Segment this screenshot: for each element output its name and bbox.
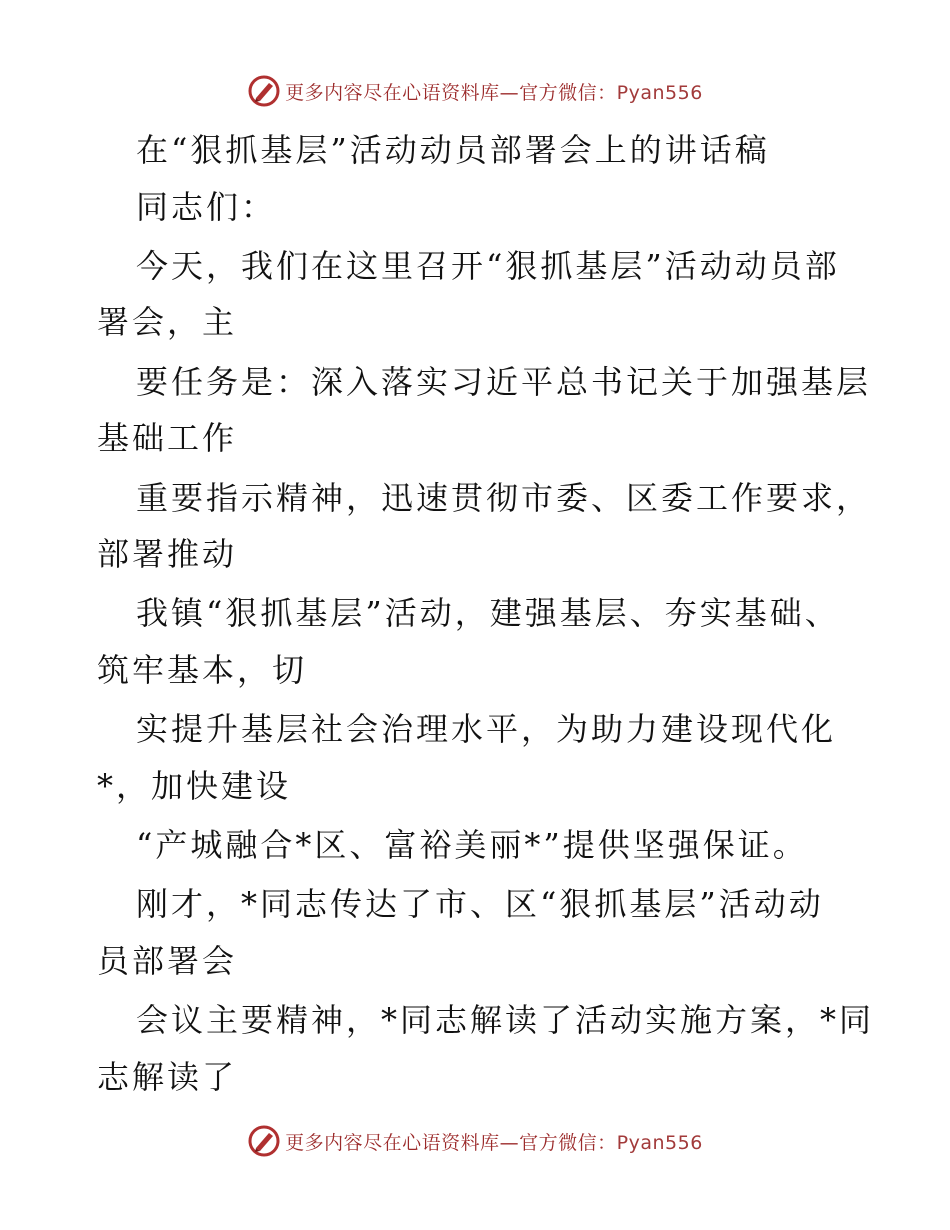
paragraph-line: 志解读了	[97, 1058, 238, 1096]
paragraph-line: 署会，主	[97, 303, 238, 341]
paragraph-line: 基础工作	[97, 419, 238, 457]
footer-watermark	[0, 1121, 950, 1161]
watermark-id: Pyan556	[616, 81, 703, 104]
watermark-text: 更多内容尽在心语资料库—官方微信：Pyan556	[285, 1131, 703, 1154]
paragraph-line: “产城融合*区、富裕美丽*”提供坚强保证。	[136, 826, 808, 864]
paragraph-line: 我镇“狠抓基层”活动，建强基层、夯实基础、	[136, 594, 840, 632]
paragraph-line: 实提升基层社会治理水平，为助力建设现代化	[136, 710, 837, 748]
pen-seal-icon	[247, 1124, 281, 1158]
document-title: 在“狠抓基层”活动动员部署会上的讲话稿	[136, 131, 770, 169]
paragraph-line: 要任务是：深入落实习近平总书记关于加强基层	[136, 363, 872, 401]
paragraph-line: 今天，我们在这里召开“狠抓基层”活动动员部	[136, 247, 840, 285]
paragraph-line: 筑牢基本，切	[97, 651, 308, 689]
pen-seal-icon	[247, 74, 281, 108]
paragraph-line: 重要指示精神，迅速贯彻市委、区委工作要求，	[136, 479, 872, 517]
header-watermark	[0, 71, 950, 111]
paragraph-line: 员部署会	[97, 942, 238, 980]
paragraph-line: *，加快建设	[97, 767, 292, 805]
paragraph-line: 同志们：	[136, 188, 277, 226]
watermark-text: 更多内容尽在心语资料库—官方微信：Pyan556	[285, 81, 703, 104]
watermark-id: Pyan556	[616, 1131, 703, 1154]
paragraph-line: 刚才，*同志传达了市、区“狠抓基层”活动动	[136, 885, 824, 923]
paragraph-line: 部署推动	[97, 535, 238, 573]
paragraph-line: 会议主要精神，*同志解读了活动实施方案，*同	[136, 1001, 875, 1039]
